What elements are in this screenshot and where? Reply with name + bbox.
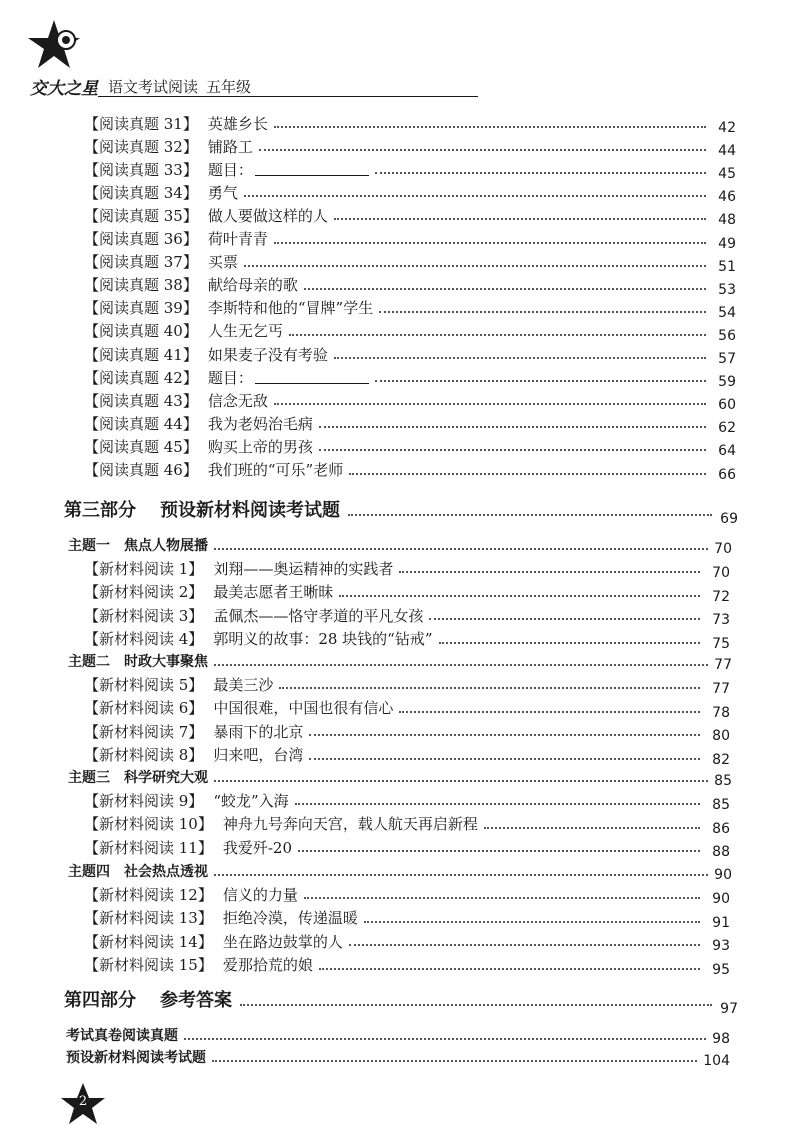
dot-leader xyxy=(375,380,706,382)
entry-title: 勇气 xyxy=(207,183,238,202)
dot-leader xyxy=(214,780,708,782)
entry-page: 60 xyxy=(718,397,736,414)
dot-leader xyxy=(309,734,700,736)
theme-page: 77 xyxy=(714,657,732,673)
dot-leader xyxy=(244,265,706,267)
dot-leader xyxy=(319,426,706,428)
entry-title: 信义的力量 xyxy=(222,885,298,904)
entry-label: 【新材料阅读 3】 xyxy=(84,606,204,625)
entry-page: 73 xyxy=(712,612,730,629)
entry-title: 荷叶青青 xyxy=(207,230,268,248)
entry-title: 孟佩杰——恪守孝道的平凡女孩 xyxy=(213,606,424,625)
logo-star-icon xyxy=(24,18,94,74)
dot-leader xyxy=(298,850,700,852)
answer-page: 98 xyxy=(712,1031,730,1047)
dot-leader xyxy=(349,473,706,475)
part-heading xyxy=(64,494,738,527)
part-number: 第三部分 xyxy=(64,500,136,521)
dot-leader xyxy=(274,126,706,128)
dot-leader xyxy=(184,1038,706,1040)
dot-leader xyxy=(339,595,700,597)
dot-leader xyxy=(289,334,706,336)
entry-title: 英雄乡长 xyxy=(207,114,268,133)
entry-page: 44 xyxy=(718,143,736,160)
entry-blank-line xyxy=(255,370,369,384)
theme-heading xyxy=(68,650,732,672)
toc-entry xyxy=(84,954,730,976)
header-title xyxy=(108,76,259,97)
dot-leader xyxy=(214,874,708,876)
entry-label: 【新材料阅读 12】 xyxy=(84,885,213,904)
entry-page: 64 xyxy=(718,443,736,460)
toc-entry xyxy=(84,297,736,319)
answer-entry xyxy=(66,1024,730,1046)
toc-entry xyxy=(84,836,730,861)
entry-label: 【阅读真题 44】 xyxy=(84,414,198,433)
theme-name: 焦点人物展播 xyxy=(124,538,208,554)
theme-name: 科学研究大观 xyxy=(124,770,208,786)
dot-leader xyxy=(274,403,706,405)
entry-page: 59 xyxy=(718,374,736,391)
entry-page: 93 xyxy=(712,938,730,955)
part-page: 97 xyxy=(720,1001,738,1017)
theme-title xyxy=(68,861,208,881)
entry-title: 铺路工 xyxy=(207,137,253,156)
toc-entry xyxy=(84,581,730,603)
toc-entry xyxy=(84,412,736,437)
part-title xyxy=(64,986,232,1012)
entry-title: 李斯特和他的“冒牌”学生 xyxy=(207,299,374,318)
page-header xyxy=(0,0,790,100)
entry-label: 【新材料阅读 9】 xyxy=(84,791,204,810)
part-number: 第四部分 xyxy=(64,990,136,1011)
theme-number: 主题四 xyxy=(68,864,110,880)
header-grade: 五年级 xyxy=(206,78,252,96)
entry-page: 85 xyxy=(712,797,730,814)
dot-leader xyxy=(399,711,700,713)
dot-leader xyxy=(214,548,708,550)
toc-entry xyxy=(84,343,736,365)
entry-page: 57 xyxy=(718,351,736,367)
entry-page: 75 xyxy=(712,635,730,652)
entry-title: 最美三沙 xyxy=(213,675,274,694)
entry-page: 56 xyxy=(718,327,736,344)
theme-title xyxy=(68,767,208,787)
toc-entry xyxy=(84,135,736,160)
entry-page: 90 xyxy=(712,891,730,908)
dot-leader xyxy=(304,288,706,290)
entry-page: 62 xyxy=(718,420,736,437)
entry-title: “蛟龙”入海 xyxy=(213,791,289,810)
dot-leader xyxy=(240,1004,712,1006)
entry-title: 归来吧，台湾 xyxy=(213,746,304,765)
toc-entry xyxy=(84,158,736,183)
dot-leader xyxy=(348,514,712,516)
part-name: 参考答案 xyxy=(160,990,232,1011)
entry-label: 【阅读真题 31】 xyxy=(84,114,198,133)
entry-title: 如果麦子没有考验 xyxy=(207,345,328,364)
entry-title: 爱那拾荒的娘 xyxy=(222,956,313,975)
entry-title: 刘翔——奥运精神的实践者 xyxy=(213,559,394,578)
theme-heading xyxy=(68,534,732,556)
entry-title: 最美志愿者王晰昧 xyxy=(213,583,334,602)
entry-page: 80 xyxy=(712,728,730,745)
dot-leader xyxy=(319,449,706,451)
dot-leader xyxy=(375,172,706,174)
part-page: 69 xyxy=(720,511,738,527)
entry-label: 【阅读真题 46】 xyxy=(84,461,198,479)
entry-title: 信念无敌 xyxy=(207,391,268,410)
toc-entry xyxy=(84,274,736,296)
toc-entry xyxy=(84,604,730,629)
entry-page: 82 xyxy=(712,751,730,768)
part-title xyxy=(64,496,340,522)
entry-label: 【新材料阅读 10】 xyxy=(84,815,213,834)
toc-entry xyxy=(84,251,736,273)
toc-entry xyxy=(84,204,736,229)
entry-title: 我们班的“可乐”老师 xyxy=(207,461,344,479)
entry-label: 【阅读真题 33】 xyxy=(84,160,198,179)
entry-page: 95 xyxy=(712,961,730,978)
toc-entry xyxy=(84,320,736,342)
entry-page: 51 xyxy=(718,258,736,275)
theme-heading xyxy=(68,860,732,882)
header-subject: 语文考试阅读 xyxy=(108,78,199,96)
entry-label: 【阅读真题 41】 xyxy=(84,345,198,364)
entry-label: 【新材料阅读 6】 xyxy=(84,699,204,718)
entry-title: 题目： xyxy=(207,368,253,387)
entry-label: 【新材料阅读 2】 xyxy=(84,583,204,602)
toc-entry xyxy=(84,112,736,134)
entry-page: 46 xyxy=(718,189,736,206)
entry-title: 人生无乞丐 xyxy=(207,322,283,341)
answer-page: 104 xyxy=(703,1053,730,1069)
dot-leader xyxy=(214,664,708,666)
entry-title: 我爱歼-20 xyxy=(222,838,293,857)
entry-label: 【阅读真题 45】 xyxy=(84,437,198,456)
toc-entry xyxy=(84,628,730,650)
entry-page: 91 xyxy=(712,914,730,931)
entry-title: 买票 xyxy=(207,253,238,272)
theme-number: 主题二 xyxy=(68,654,110,670)
entry-label: 【新材料阅读 11】 xyxy=(84,838,213,857)
entry-label: 【阅读真题 35】 xyxy=(84,206,198,225)
entry-title: 暴雨下的北京 xyxy=(213,722,304,741)
toc-entry xyxy=(84,789,730,814)
brand-logo-text: 交大之星 xyxy=(30,79,98,99)
entry-label: 【阅读真题 42】 xyxy=(84,368,198,387)
dot-leader xyxy=(259,149,706,151)
theme-page: 70 xyxy=(714,541,732,557)
entry-title: 献给母亲的歌 xyxy=(207,276,298,295)
dot-leader xyxy=(429,618,700,620)
entry-label: 【阅读真题 39】 xyxy=(84,299,198,318)
dot-leader xyxy=(484,827,700,829)
part-name: 预设新材料阅读考试题 xyxy=(160,500,340,521)
entry-blank-line xyxy=(255,162,369,176)
dot-leader xyxy=(309,758,700,760)
toc-entry xyxy=(84,930,730,955)
entry-title: 题目： xyxy=(207,160,253,179)
entry-page: 86 xyxy=(712,820,730,837)
toc-entry xyxy=(84,907,730,929)
entry-title: 拒绝冷漠，传递温暖 xyxy=(222,909,358,928)
dot-leader xyxy=(379,311,706,313)
entry-page: 66 xyxy=(718,466,736,483)
dot-leader xyxy=(212,1060,697,1062)
entry-label: 【新材料阅读 13】 xyxy=(84,909,213,928)
entry-page: 48 xyxy=(718,212,736,229)
entry-label: 【新材料阅读 15】 xyxy=(84,956,213,975)
entry-title: 郭明义的故事：28 块钱的“钻戒” xyxy=(213,630,433,649)
entry-title: 坐在路边鼓掌的人 xyxy=(222,932,343,951)
theme-name: 时政大事聚焦 xyxy=(124,654,208,670)
theme-number: 主题三 xyxy=(68,770,110,786)
toc-entry xyxy=(84,697,730,719)
dot-leader xyxy=(274,242,706,244)
toc-entry xyxy=(84,720,730,745)
toc-entry xyxy=(84,813,730,835)
entry-title: 中国很难，中国也很有信心 xyxy=(213,699,394,718)
entry-label: 【新材料阅读 8】 xyxy=(84,746,204,765)
theme-title xyxy=(68,535,208,555)
toc-entry xyxy=(84,673,730,698)
theme-heading xyxy=(68,766,732,788)
part-heading xyxy=(64,984,738,1017)
page-number-wrap xyxy=(60,1082,106,1125)
toc-entry xyxy=(84,744,730,766)
entry-label: 【新材料阅读 5】 xyxy=(84,675,204,694)
dot-leader xyxy=(364,921,700,923)
header-rule xyxy=(98,96,478,97)
toc-entry xyxy=(84,883,730,908)
entry-label: 【新材料阅读 7】 xyxy=(84,722,204,741)
entry-title: 做人要做这样的人 xyxy=(207,206,328,225)
dot-leader xyxy=(334,357,706,359)
entry-page: 72 xyxy=(712,588,730,605)
entry-label: 【阅读真题 34】 xyxy=(84,183,198,202)
toc-entry xyxy=(84,435,736,460)
entry-label: 【阅读真题 38】 xyxy=(84,276,198,295)
entry-label: 【阅读真题 32】 xyxy=(84,137,198,156)
dot-leader xyxy=(279,687,700,689)
entry-label: 【阅读真题 40】 xyxy=(84,322,198,341)
theme-name: 社会热点透视 xyxy=(124,864,208,880)
theme-title xyxy=(68,651,208,671)
dot-leader xyxy=(349,944,700,946)
entry-page: 42 xyxy=(718,120,736,136)
entry-title: 购买上帝的男孩 xyxy=(207,437,313,456)
dot-leader xyxy=(244,195,706,197)
entry-page: 77 xyxy=(712,681,730,698)
entry-page: 53 xyxy=(718,281,736,298)
entry-title: 神舟九号奔向天宫，载人航天再启新程 xyxy=(222,815,478,834)
entry-label: 【阅读真题 37】 xyxy=(84,253,198,272)
dot-leader xyxy=(295,803,700,805)
dot-leader xyxy=(399,571,700,573)
entry-page: 49 xyxy=(718,235,736,252)
theme-number: 主题一 xyxy=(68,538,110,554)
entry-title: 我为老妈治毛病 xyxy=(207,414,313,433)
theme-page: 90 xyxy=(714,867,732,883)
toc-entry xyxy=(84,228,736,250)
toc-entry xyxy=(84,389,736,414)
entry-page: 78 xyxy=(712,704,730,721)
entry-label: 【新材料阅读 1】 xyxy=(84,559,204,578)
toc-entry xyxy=(84,557,730,582)
entry-label: 【阅读真题 43】 xyxy=(84,391,198,410)
dot-leader xyxy=(439,642,700,644)
answer-entry xyxy=(66,1046,730,1068)
entry-page: 70 xyxy=(712,565,730,582)
dot-leader xyxy=(304,897,700,899)
entry-label: 【新材料阅读 14】 xyxy=(84,932,213,951)
toc-entry xyxy=(84,459,736,481)
page-number: 2 xyxy=(78,1094,88,1109)
entry-page: 88 xyxy=(712,844,730,861)
entry-page: 54 xyxy=(718,304,736,321)
toc-entry xyxy=(84,181,736,206)
entry-label: 【阅读真题 36】 xyxy=(84,230,198,248)
dot-leader xyxy=(319,968,700,970)
theme-page: 85 xyxy=(714,773,732,789)
toc-entry xyxy=(84,366,736,391)
dot-leader xyxy=(334,218,706,220)
entry-label: 【新材料阅读 4】 xyxy=(84,630,204,649)
answer-title: 考试真卷阅读真题 xyxy=(66,1028,178,1044)
answer-title: 预设新材料阅读考试题 xyxy=(66,1050,206,1066)
entry-page: 45 xyxy=(718,166,736,183)
